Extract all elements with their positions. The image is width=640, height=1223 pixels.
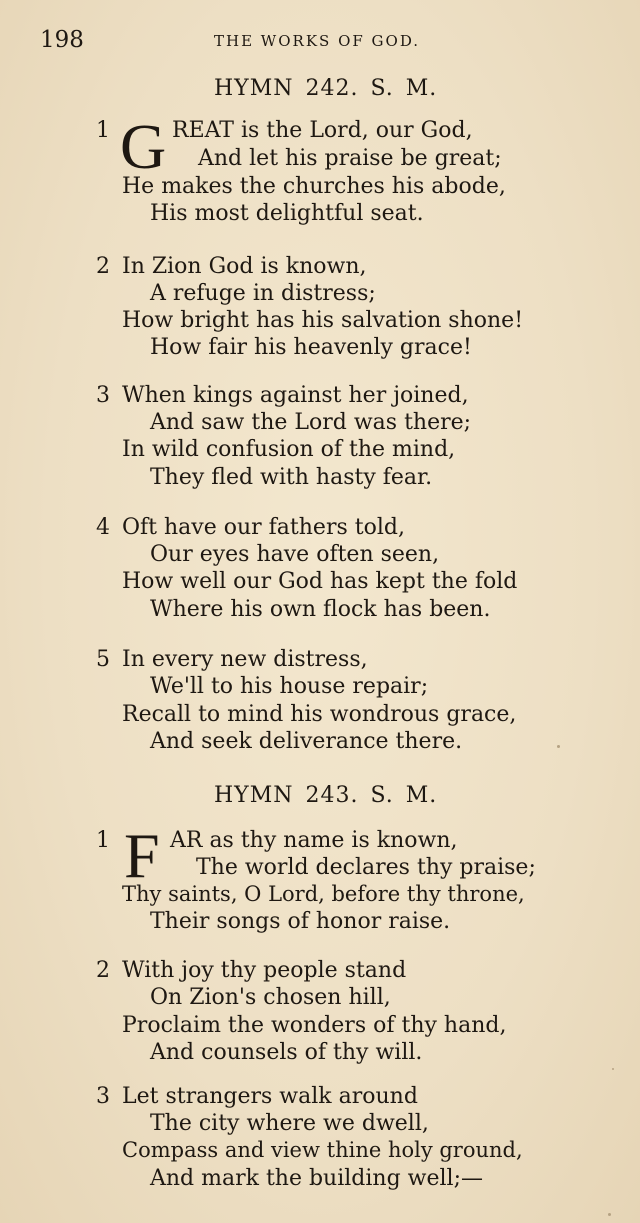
paper-speck (557, 745, 560, 748)
verse-line: How fair his heavenly grace! (150, 335, 472, 360)
drop-cap: G (120, 111, 167, 182)
page-number: 198 (40, 27, 84, 53)
verse-number: 5 (96, 647, 110, 672)
verse-line: Where his own flock has been. (150, 597, 491, 622)
verse-line: And seek deliverance there. (150, 729, 463, 754)
verse-line: AR as thy name is known, (170, 828, 458, 853)
verse-line: Compass and view thine holy ground, (122, 1138, 523, 1162)
verse-line: Their songs of honor raise. (150, 909, 451, 934)
verse-line: Let strangers walk around (122, 1084, 418, 1109)
verse-line: Thy saints, O Lord, before thy throne, (122, 882, 525, 906)
verse-line: We'll to his house repair; (150, 674, 429, 699)
verse-number: 2 (96, 254, 110, 279)
verse-line: Proclaim the wonders of thy hand, (122, 1013, 507, 1038)
verse-number: 4 (96, 515, 110, 540)
verse-line: The world declares thy praise; (196, 855, 536, 880)
verse-line: REAT is the Lord, our God, (172, 118, 473, 143)
verse-line: In Zion God is known, (122, 254, 367, 279)
verse-line: In wild confusion of the mind, (122, 437, 456, 462)
verse-number: 1 (96, 118, 110, 143)
running-title: THE WORKS OF GOD. (214, 32, 421, 50)
verse-line: Oft have our fathers told, (122, 515, 405, 540)
verse-line: A refuge in distress; (150, 281, 376, 306)
paper-speck (612, 1068, 614, 1070)
verse-number: 2 (96, 958, 110, 983)
verse-line: They fled with hasty fear. (150, 465, 433, 490)
verse-number: 3 (96, 1084, 110, 1109)
verse-line: How bright has his salvation shone! (122, 308, 524, 333)
verse-line: With joy thy people stand (122, 958, 407, 983)
hymn-title: HYMN 242. S. M. (214, 76, 438, 101)
verse-line: In every new distress, (122, 647, 368, 672)
verse-line: And let his praise be great; (198, 146, 502, 171)
verse-line: His most delightful seat. (150, 201, 424, 226)
verse-line: On Zion's chosen hill, (150, 985, 391, 1010)
verse-line: How well our God has kept the fold (122, 569, 518, 594)
paper-speck (608, 1213, 611, 1216)
verse-line: When kings against her joined, (122, 383, 469, 408)
verse-number: 3 (96, 383, 110, 408)
verse-line: He makes the churches his abode, (122, 174, 506, 199)
verse-line: And saw the Lord was there; (150, 410, 472, 435)
verse-line: And counsels of thy will. (150, 1040, 423, 1065)
drop-cap: F (124, 820, 160, 891)
hymn-title: HYMN 243. S. M. (214, 783, 438, 808)
verse-line: Our eyes have often seen, (150, 542, 440, 567)
verse-line: And mark the building well;— (150, 1166, 483, 1191)
verse-line: The city where we dwell, (150, 1111, 429, 1136)
verse-number: 1 (96, 828, 110, 853)
verse-line: Recall to mind his wondrous grace, (122, 702, 517, 727)
